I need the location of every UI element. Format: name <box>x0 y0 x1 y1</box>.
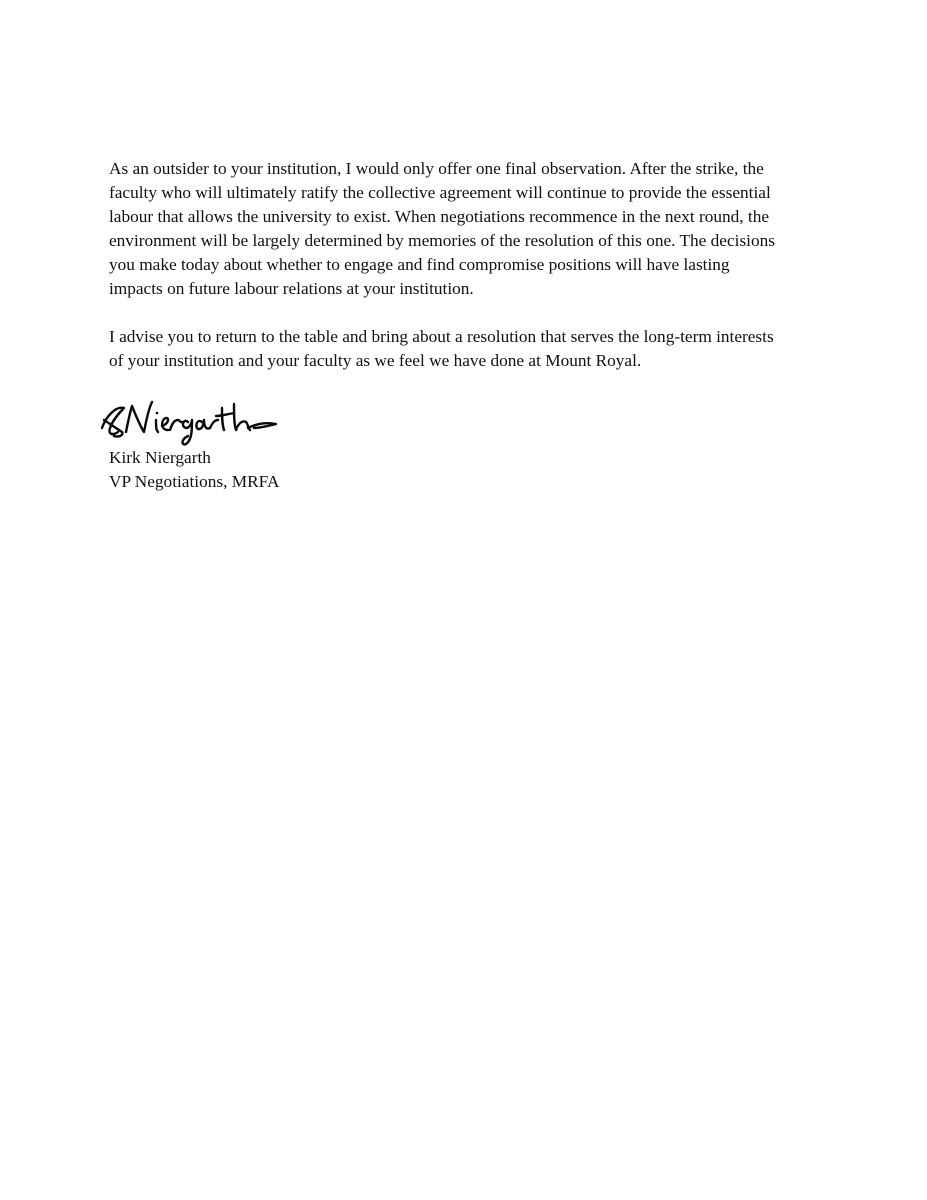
paragraph-line: I advise you to return to the table and bring about a resolution that serves the long-term interests <box>109 327 774 346</box>
paragraph-line: faculty who will ultimately ratify the collective agreement will continue to provide the essential <box>109 183 771 202</box>
paragraph-line: of your institution and your faculty as we feel we have done at Mount Royal. <box>109 351 642 370</box>
handwritten-signature <box>98 398 288 448</box>
signature-block <box>109 446 829 494</box>
body-paragraph-1 <box>109 157 829 301</box>
body-paragraph-2 <box>109 325 829 373</box>
paragraph-line: impacts on future labour relations at your institution. <box>109 279 474 298</box>
paragraph-line: environment will be largely determined by memories of the resolution of this one. The decisions <box>109 231 775 250</box>
paragraph-line: As an outsider to your institution, I would only offer one final observation. After the strike, the <box>109 159 764 178</box>
paragraph-line: labour that allows the university to exist. When negotiations recommence in the next round, the <box>109 207 770 226</box>
signer-title: VP Negotiations, MRFA <box>109 472 280 491</box>
paragraph-line: you make today about whether to engage and find compromise positions will have lasting <box>109 255 730 274</box>
signer-name: Kirk Niergarth <box>109 448 211 467</box>
